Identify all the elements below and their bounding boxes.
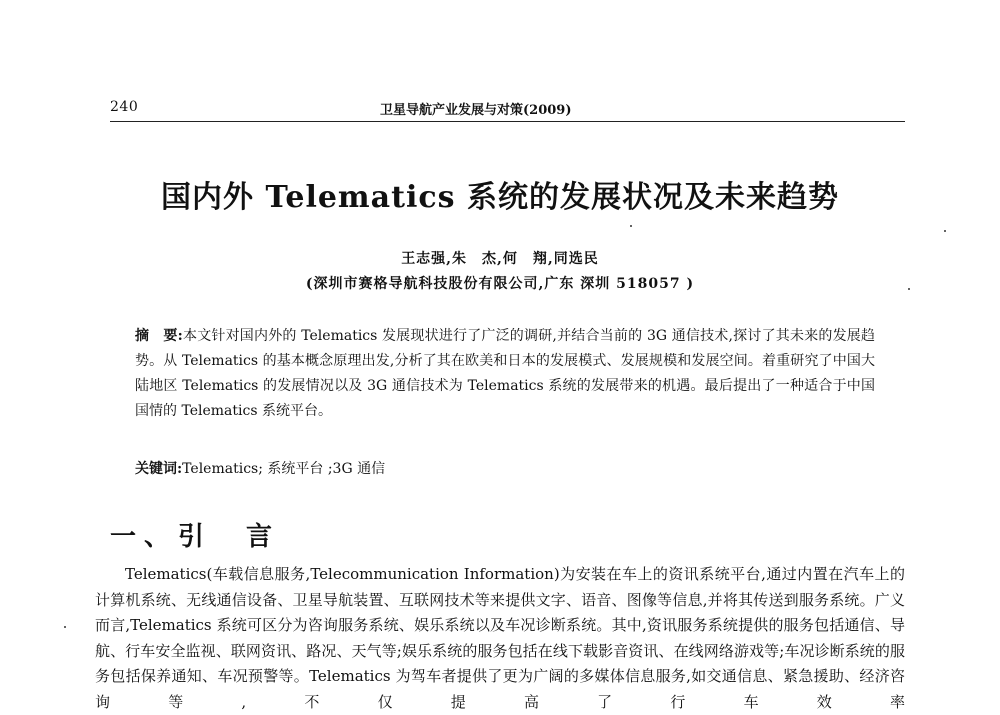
intro-paragraph: Telematics(车载信息服务,Telecommunication Information)为安装在车上的资讯系统平台,通过内置在汽车上的计算机系统、无线通信设备、卫星导航装置、互联网技术等来提供文字、语音、图像等信息,并将其传送到服务系统。广义而言,Telematics 系统可区分为咨询服务系统、娱乐系统以及车况诊断系统。其中,资讯服务系统提供的服务包括通信、导航、行车安全监视、联网资讯、路况、天气等;娱乐系统的服务包括在线下载影音资讯、在线网络游戏等;车况诊断系统的服务包括保养通知、车况预警等。Telematics 为驾车者提供了更为广阔的多媒体信息服务,如交通信息、紧急援助、经济咨询等,不仅提高了行车效率 (95, 565, 905, 711)
keywords-label: 关键词: (135, 461, 183, 477)
affiliation: (深圳市赛格导航科技股份有限公司,广东 深圳 518057 ) (305, 276, 695, 292)
page-number: 240 (110, 99, 139, 115)
running-header: 卫星导航产业发展与对策(2009) (380, 103, 572, 118)
scan-speck (908, 288, 910, 290)
scan-speck (944, 230, 946, 232)
header-rule (110, 121, 905, 122)
abstract (135, 324, 875, 424)
keywords (135, 459, 385, 479)
scan-speck (630, 225, 632, 227)
scan-speck (64, 626, 66, 628)
keywords-text: Telematics; 系统平台 ;3G 通信 (182, 461, 386, 477)
abstract-text: 本文针对国内外的 Telematics 发展现状进行了广泛的调研,并结合当前的 3G 通信技术,探讨了其未来的发展趋势。从 Telematics 的基本概念原理出发,分析了其在欧美和日本的发展模式、发展规模和发展空间。着重研究了中国大陆地区 Telematics 的发展情况以及 3G 通信技术为 Telematics 系统的发展带来的机遇。最后提出了一种适合于中国国情的 Telematics 系统平台。 (135, 328, 875, 419)
author-list: 王志强,朱 杰,何 翔,同选民 (401, 251, 599, 267)
abstract-label: 摘 要: (135, 328, 183, 344)
body-text (95, 562, 905, 715)
paper-title: 国内外 Telematics 系统的发展状况及未来趋势 (161, 180, 839, 215)
section-heading: 一、引 言 (110, 522, 281, 552)
